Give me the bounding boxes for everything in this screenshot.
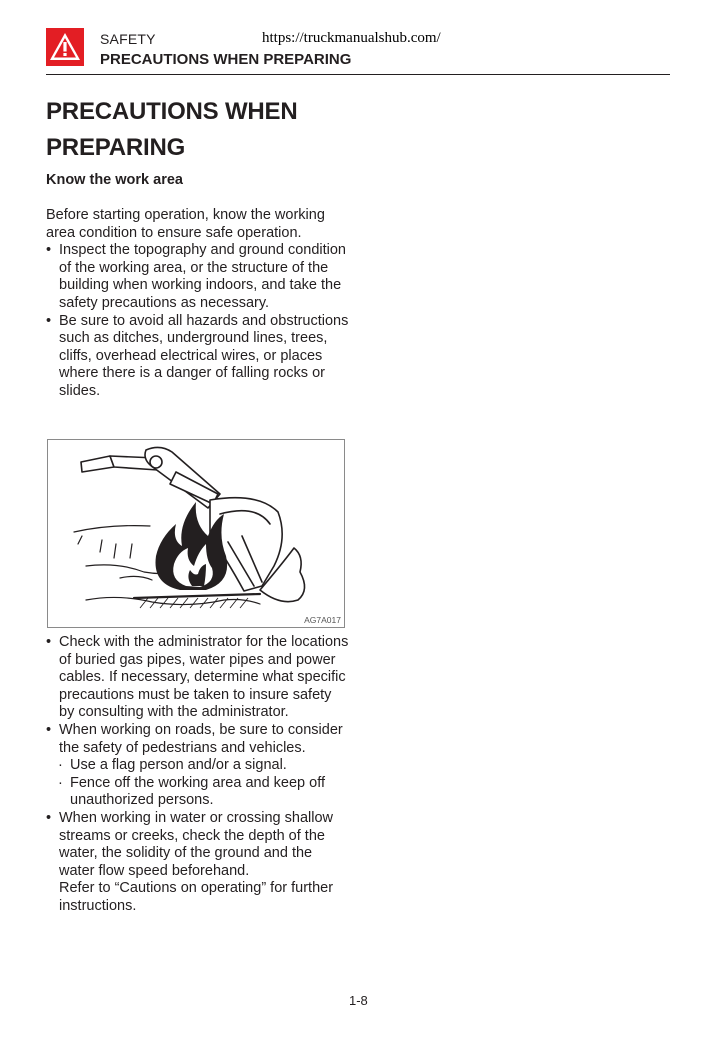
warning-triangle-icon xyxy=(46,28,84,66)
bullet-item xyxy=(46,722,350,757)
text-block-top xyxy=(46,207,350,401)
figure-illustration xyxy=(47,439,345,628)
text-block-bottom xyxy=(46,634,350,916)
section-heading: Know the work area xyxy=(46,172,183,188)
bullet-text: Be sure to avoid all hazards and obstructions such as ditches, underground lines, trees, cliffs, overhead electrical wires, or places where there is a danger of falling rocks or slides. xyxy=(59,312,349,399)
header-section-label: SAFETY xyxy=(100,31,156,47)
sub-bullet-item xyxy=(46,775,350,810)
bullet-item xyxy=(46,810,350,880)
bullet-item xyxy=(46,313,350,401)
bullet-mark: • xyxy=(46,809,52,826)
header-subtitle: PRECAUTIONS WHEN PREPARING xyxy=(100,51,352,68)
sub-bullet-mark: · xyxy=(58,757,63,774)
note-paragraph xyxy=(46,880,350,915)
bullet-item xyxy=(46,634,350,722)
sub-bullet-item xyxy=(46,757,350,775)
bullet-mark: • xyxy=(46,312,52,329)
bullet-mark: • xyxy=(46,634,52,650)
intro-paragraph: Before starting operation, know the working area condition to ensure safe operation. xyxy=(46,207,325,241)
sub-bullet-text: Use a flag person and/or a signal. xyxy=(70,757,287,774)
bullet-text: When working on roads, be sure to consider the safety of pedestrians and vehicles. xyxy=(59,721,343,756)
bullet-item xyxy=(46,242,350,312)
bullet-text: Inspect the topography and ground condition of the working area, or the structure of the building when working indoors, and take the safety precautions as necessary. xyxy=(59,242,346,311)
excavator-bucket-fire-illustration xyxy=(48,440,344,627)
header-url[interactable]: https://truckmanualshub.com/ xyxy=(262,30,441,46)
sub-bullet-mark: · xyxy=(58,774,63,791)
bullet-text: When working in water or crossing shallow streams or creeks, check the depth of the water, the solidity of the ground and the water flow speed beforehand. xyxy=(59,809,333,879)
bullet-mark: • xyxy=(46,721,52,738)
page-number: 1-8 xyxy=(349,993,368,1008)
note-text: Refer to “Cautions on operating” for further instructions. xyxy=(59,880,334,914)
sub-bullet-text: Fence off the working area and keep off unauthorized persons. xyxy=(70,774,325,809)
page-title: PRECAUTIONS WHEN PREPARING xyxy=(46,98,298,161)
bullet-text: Check with the administrator for the locations of buried gas pipes, water pipes and power cables. If necessary, determine what specific precautions must be taken to insure safety by consulting with the administrator. xyxy=(59,634,349,721)
bullet-mark: • xyxy=(46,242,52,259)
figure-code: AG7A017 xyxy=(304,615,341,625)
header-divider xyxy=(46,74,670,75)
